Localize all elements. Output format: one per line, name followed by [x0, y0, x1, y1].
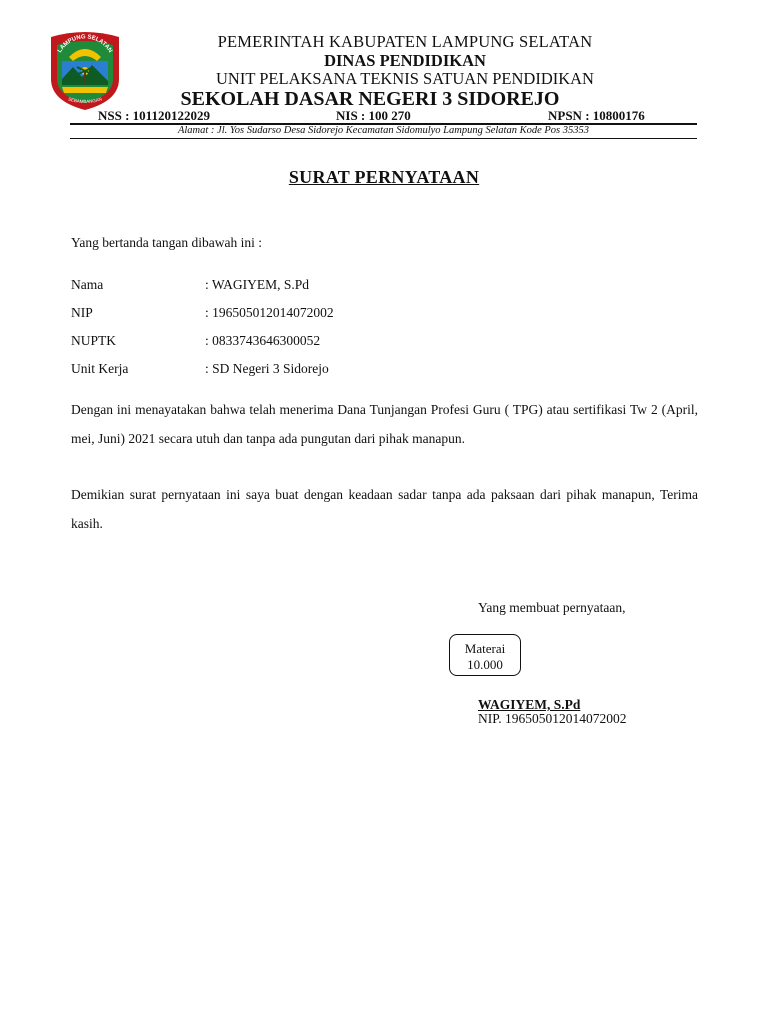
nis-number: NIS : 100 270: [336, 108, 411, 123]
field-value-unit-kerja: : SD Negeri 3 Sidorejo: [205, 361, 329, 376]
nss-number: NSS : 101120122029: [98, 108, 210, 123]
field-value-nip: : 196505012014072002: [205, 305, 334, 320]
signer-nip: NIP. 196505012014072002: [478, 711, 627, 726]
letterhead-rule-thin: [70, 138, 697, 139]
field-label-nuptk: NUPTK: [71, 333, 117, 348]
field-label-nama: Nama: [71, 277, 104, 292]
closing-paragraph: Demikian surat pernyataan ini saya buat dengan keadaan sadar tanpa ada paksaan dari pihak manapun, Terima kasih.: [71, 487, 698, 531]
unit-name: UNIT PELAKSANA TEKNIS SATUAN PENDIDIKAN: [216, 69, 594, 88]
signature-heading: Yang membuat pernyataan,: [478, 600, 626, 615]
letterhead-text: [120, 34, 690, 109]
agency-name: DINAS PENDIDIKAN: [324, 51, 486, 70]
crest-bottom-text: SEBAMBANGAN: [67, 96, 103, 105]
government-name: PEMERINTAH KABUPATEN LAMPUNG SELATAN: [217, 32, 593, 51]
school-identifiers: [98, 108, 678, 123]
signer-name: WAGIYEM, S.Pd: [478, 697, 581, 712]
field-label-unit-kerja: Unit Kerja: [71, 361, 129, 376]
school-address: Alamat : Jl. Yos Sudarso Desa Sidorejo Kecamatan Sidomulyo Lampung Selatan Kode Pos 35353: [177, 125, 590, 136]
intro-text: Yang bertanda tangan dibawah ini :: [71, 235, 262, 250]
school-name: SEKOLAH DASAR NEGERI 3 SIDOREJO: [180, 88, 560, 110]
document-title: SURAT PERNYATAAN: [288, 167, 480, 187]
field-label-nip: NIP: [71, 305, 93, 320]
field-value-nama: : WAGIYEM, S.Pd: [205, 277, 310, 292]
stamp-label: Materai: [464, 641, 506, 656]
crest-top-text: LAMPUNG SELATAN: [57, 34, 113, 54]
field-value-nuptk: : 0833743646300052: [205, 333, 321, 348]
stamp-value: 10.000: [467, 656, 503, 672]
statement-paragraph: Dengan ini menayatakan bahwa telah menerima Dana Tunjangan Profesi Guru ( TPG) atau sertifikasi Tw 2 (April, mei, Juni) 2021 secara utuh dan tanpa ada pungutan dari pihak manapun.: [71, 402, 698, 446]
duty-stamp-box: [449, 634, 521, 676]
npsn-number: NPSN : 10800176: [548, 108, 645, 123]
